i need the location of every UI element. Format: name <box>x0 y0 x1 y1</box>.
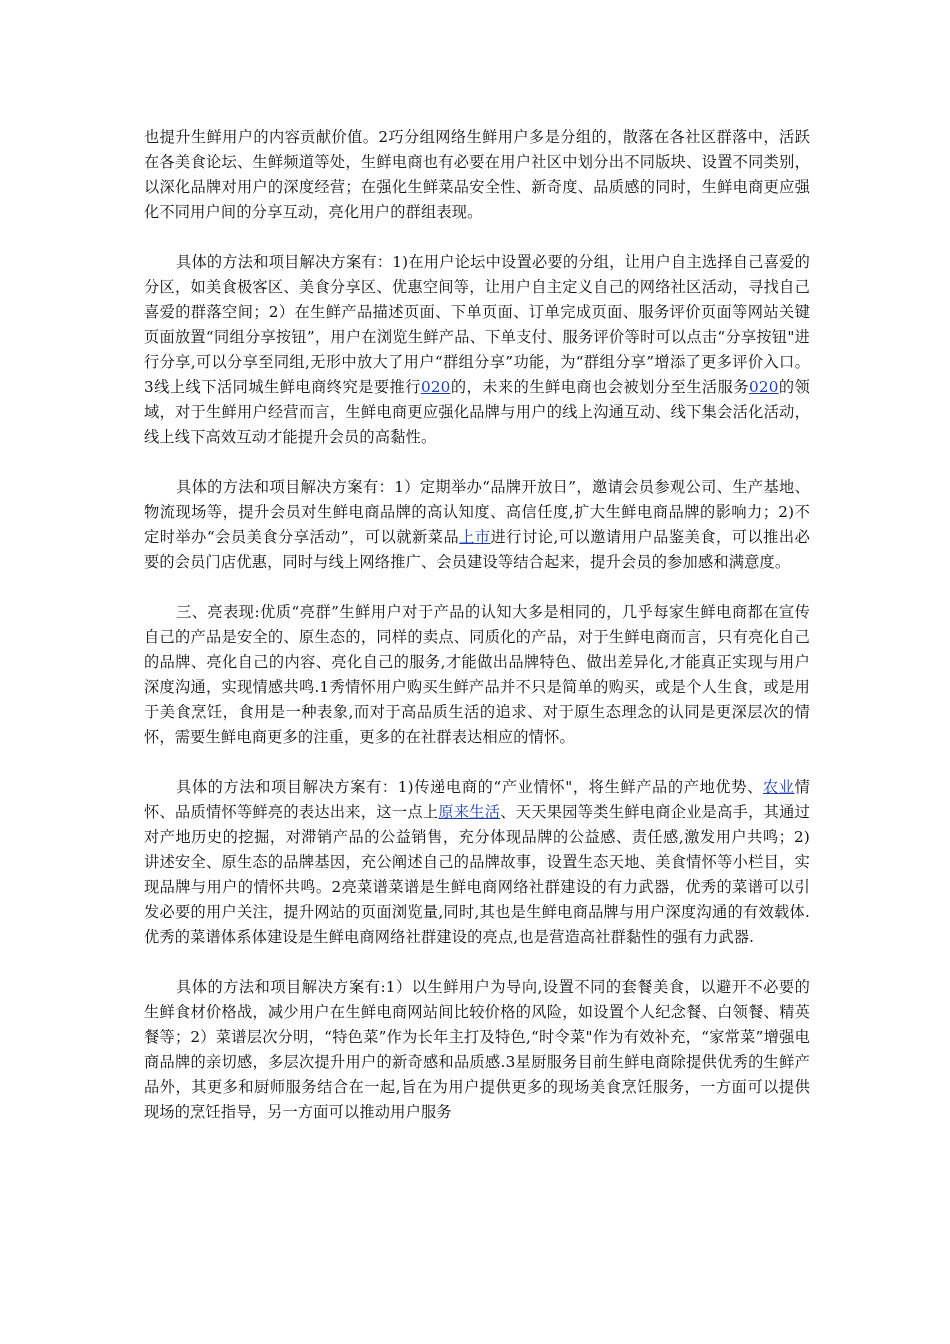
paragraph-text: 具体的方法和项目解决方案有：1)在用户论坛中设置必要的分组，让用户自主选择自己喜爱的分区，如美食极客区、美食分享区、优惠空间等，让用户自主定义自己的网络社区活动，寻找自己喜爱的群落空间；2）在生鲜产品描述页面、下单页面、订单完成页面、服务评价页面等网站关键页面放置“同组分享按钮”，用户在浏览生鲜产品、下单支付、服务评价等时可以点击“分享按钮"进行分享,可以分享至同组,无形中放大了用户“群组分享”功能，为“群组分享”增添了更多评价入口。3线上线下活同城生鲜电商终究是要推行 <box>144 253 810 396</box>
paragraph-text: 三、亮表现:优质“亮群”生鲜用户对于产品的认知大多是相同的，几乎每家生鲜电商都在宣传自己的产品是安全的、原生态的，同样的卖点、同质化的产品，对于生鲜电商而言，只有亮化自己的品牌、亮化自己的内容、亮化自己的服务,才能做出品牌特色、做出差异化,才能真正实现与用户深度沟通，实现情感共鸣.1秀情怀用户购买生鲜产品并不只是简单的购买，或是个人生食，或是用于美食烹饪，食用是一种表象,而对于高品质生活的追求、对于原生态理念的认同是更深层次的情怀，需要生鲜电商更多的注重，更多的在社群表达相应的情怀。 <box>144 603 810 746</box>
link-o2o[interactable]: 020 <box>420 378 451 396</box>
paragraph-text: 的领域，对于生鲜用户经营而言，生鲜电商更应强化品牌与用户的线上沟通互动、线下集会活化活动，线上线下高效互动才能提升会员的高黏性。 <box>144 378 810 446</box>
paragraph-text: 、天天果园等类生鲜电商企业是高手，其通过对产地历史的挖掘，对滞销产品的公益销售，充分体现品牌的公益感、责任感,激发用户共鸣；2)讲述安全、原生态的品牌基因，充公阐述自己的品牌故事，设置生态天地、美食情怀等小栏目，实现品牌与用户的情怀共鸣。2亮菜谱菜谱是生鲜电商网络社群建设的有力武器，优秀的菜谱可以引发必要的用户关注，提升网站的页面浏览量,同时,其也是生鲜电商品牌与用户深度沟通的有效载体.优秀的菜谱体系体建设是生鲜电商网络社群建设的亮点,也是营造高社群黏性的强有力武器. <box>144 803 810 946</box>
paragraph-text: 具体的方法和项目解决方案有:1）以生鲜用户为导向,设置不同的套餐美食，以避开不必要的生鲜食材价格战，减少用户在生鲜电商网站间比较价格的风险，如设置个人纪念餐、白领餐、精英餐等；2）菜谱层次分明，“特色菜”作为长年主打及特色,“时令菜"作为有效补充，“家常菜”增强电商品牌的亲切感，多层次提升用户的新奇感和品质感.3星厨服务目前生鲜电商除提供优秀的生鲜产品外，其更多和厨师服务结合在一起,旨在为用户提供更多的现场美食烹饪服务，一方面可以提供现场的烹饪指导，另一方面可以推动用户服务 <box>144 978 810 1121</box>
paragraph-text: 具体的方法和项目解决方案有：1）定期举办“品牌开放日”，邀请会员参观公司、生产基地、物流现场等，提升会员对生鲜电商品牌的高认知度、高信任度,扩大生鲜电商品牌的影响力；2)不定时举办“会员美食分享活动”，可以就新菜品 <box>144 478 810 546</box>
paragraph-5 <box>144 775 810 950</box>
paragraph-3 <box>144 475 810 575</box>
link-nongye[interactable]: 农业 <box>762 778 795 796</box>
paragraph-text: 的，未来的生鲜电商也会被划分至生活服务 <box>450 378 750 396</box>
link-shangshi[interactable]: 上市 <box>459 528 491 546</box>
paragraph-text: 也提升生鲜用户的内容贡献价值。2巧分组网络生鲜用户多是分组的，散落在各社区群落中，活跃在各美食论坛、生鲜频道等处，生鲜电商也有必要在用户社区中划分出不同版块、设置不同类别，以深化品牌对用户的深度经营；在强化生鲜菜品安全性、新奇度、品质感的同时，生鲜电商更应强化不同用户间的分享互动，亮化用户的群组表现。 <box>144 128 810 221</box>
paragraph-1 <box>144 125 810 225</box>
link-yuanlaishenghuo[interactable]: 原来生活 <box>438 803 501 821</box>
paragraph-text: 情怀、品质情怀等鲜亮的表达出来，这一点上 <box>144 778 810 821</box>
paragraph-2 <box>144 250 810 450</box>
paragraph-text: 具体的方法和项目解决方案有：1)传递电商的“产业情怀"，将生鲜产品的产地优势、 <box>176 778 763 796</box>
link-o2o[interactable]: 020 <box>749 378 779 396</box>
paragraph-text: 进行讨论,可以邀请用户品鉴美食，可以推出必要的会员门店优惠，同时与线上网络推广、会员建设等结合起来，提升会员的参加感和满意度。 <box>144 528 810 571</box>
paragraph-4 <box>144 600 810 750</box>
paragraph-6 <box>144 975 810 1125</box>
document-page <box>144 125 810 1150</box>
